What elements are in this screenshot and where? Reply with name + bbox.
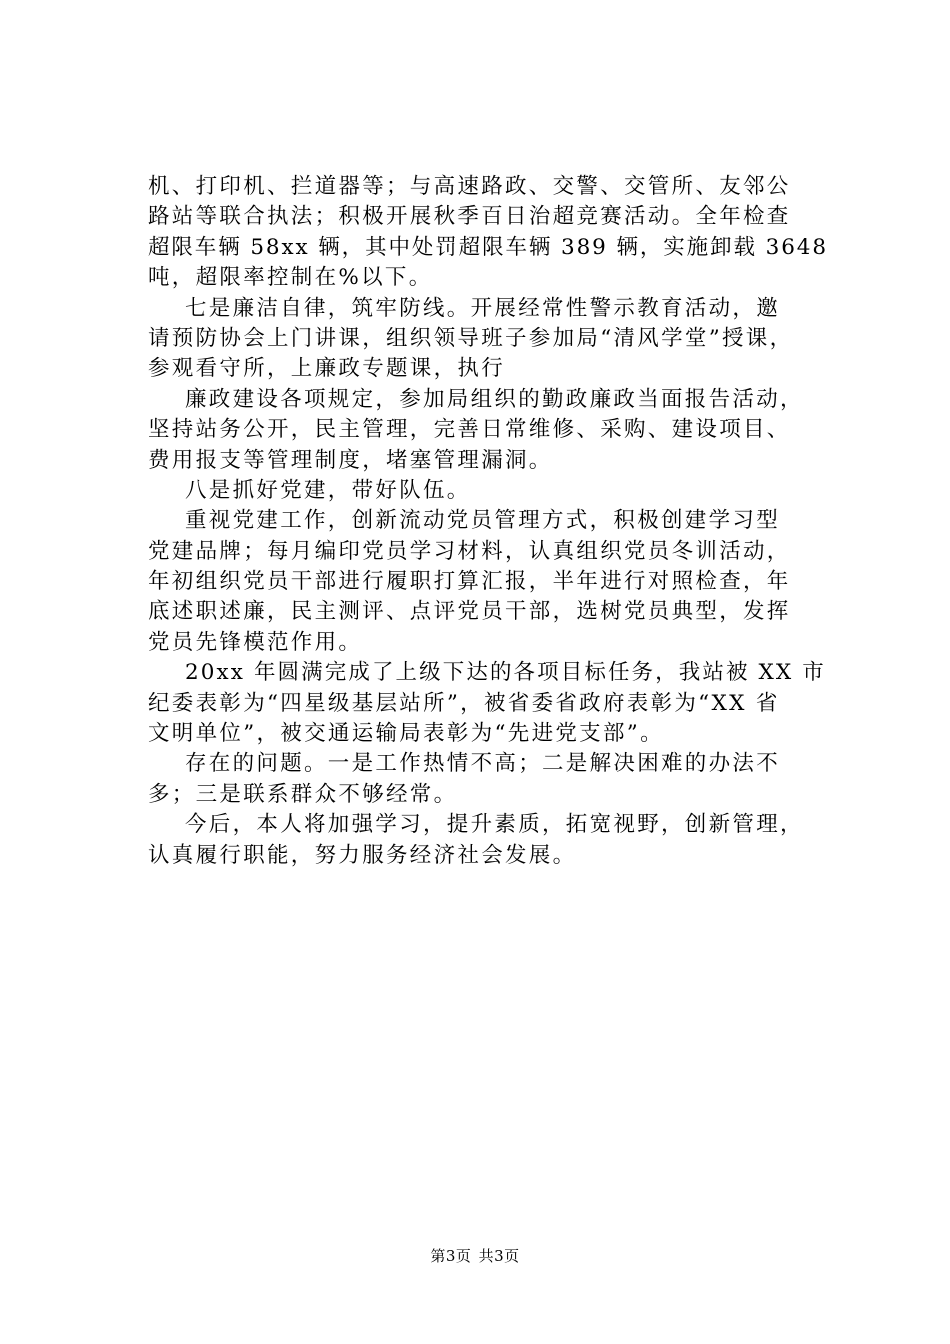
text-line: 超限车辆 58xx 辆，其中处罚超限车辆 389 辆，实施卸载 3648	[148, 234, 828, 260]
text-line: 坚持站务公开，民主管理，完善日常维修、采购、建设项目、	[148, 417, 791, 443]
text-line: 廉政建设各项规定，参加局组织的勤政廉政当面报告活动，	[185, 386, 804, 412]
text-line: 吨，超限率控制在%以下。	[148, 265, 433, 291]
page-footer	[0, 1246, 950, 1266]
text-line: 文明单位”，被交通运输局表彰为“先进党支部”。	[148, 721, 664, 747]
text-line: 请预防协会上门讲课，组织领导班子参加局“清风学堂”授课，	[148, 325, 794, 351]
text-line: 底述职述廉，民主测评、点评党员干部，选树党员典型，发挥	[148, 599, 791, 625]
text-line: 纪委表彰为“四星级基层站所”，被省委省政府表彰为“XX 省	[148, 690, 780, 716]
text-line: 七是廉洁自律，筑牢防线。开展经常性警示教育活动，邀	[185, 295, 781, 321]
text-line: 年初组织党员干部进行履职打算汇报，半年进行对照检查，年	[148, 569, 791, 595]
text-line: 路站等联合执法；积极开展秋季百日治超竞赛活动。全年检查	[148, 204, 791, 230]
text-line: 今后，本人将加强学习，提升素质，拓宽视野，创新管理，	[185, 812, 804, 838]
text-line: 存在的问题。一是工作热情不高；二是解决困难的办法不	[185, 751, 781, 777]
text-line: 党员先锋模范作用。	[148, 629, 363, 655]
text-line: 重视党建工作，创新流动党员管理方式，积极创建学习型	[185, 508, 781, 534]
page-total: 共3页	[478, 1247, 520, 1265]
text-line: 费用报支等管理制度，堵塞管理漏洞。	[148, 447, 553, 473]
document-body	[148, 172, 828, 871]
text-line: 认真履行职能，努力服务经济社会发展。	[148, 842, 577, 868]
text-line: 八是抓好党建，带好队伍。	[185, 477, 471, 503]
text-line: 20xx 年圆满完成了上级下达的各项目标任务，我站被 XX 市	[185, 660, 826, 686]
text-line: 参观看守所，上廉政专题课，执行	[148, 356, 506, 382]
text-line: 党建品牌；每月编印党员学习材料，认真组织党员冬训活动，	[148, 538, 791, 564]
page-number: 第3页	[430, 1247, 472, 1265]
text-line: 机、打印机、拦道器等；与高速路政、交警、交管所、友邻公	[148, 174, 791, 199]
text-line: 多；三是联系群众不够经常。	[148, 781, 458, 807]
